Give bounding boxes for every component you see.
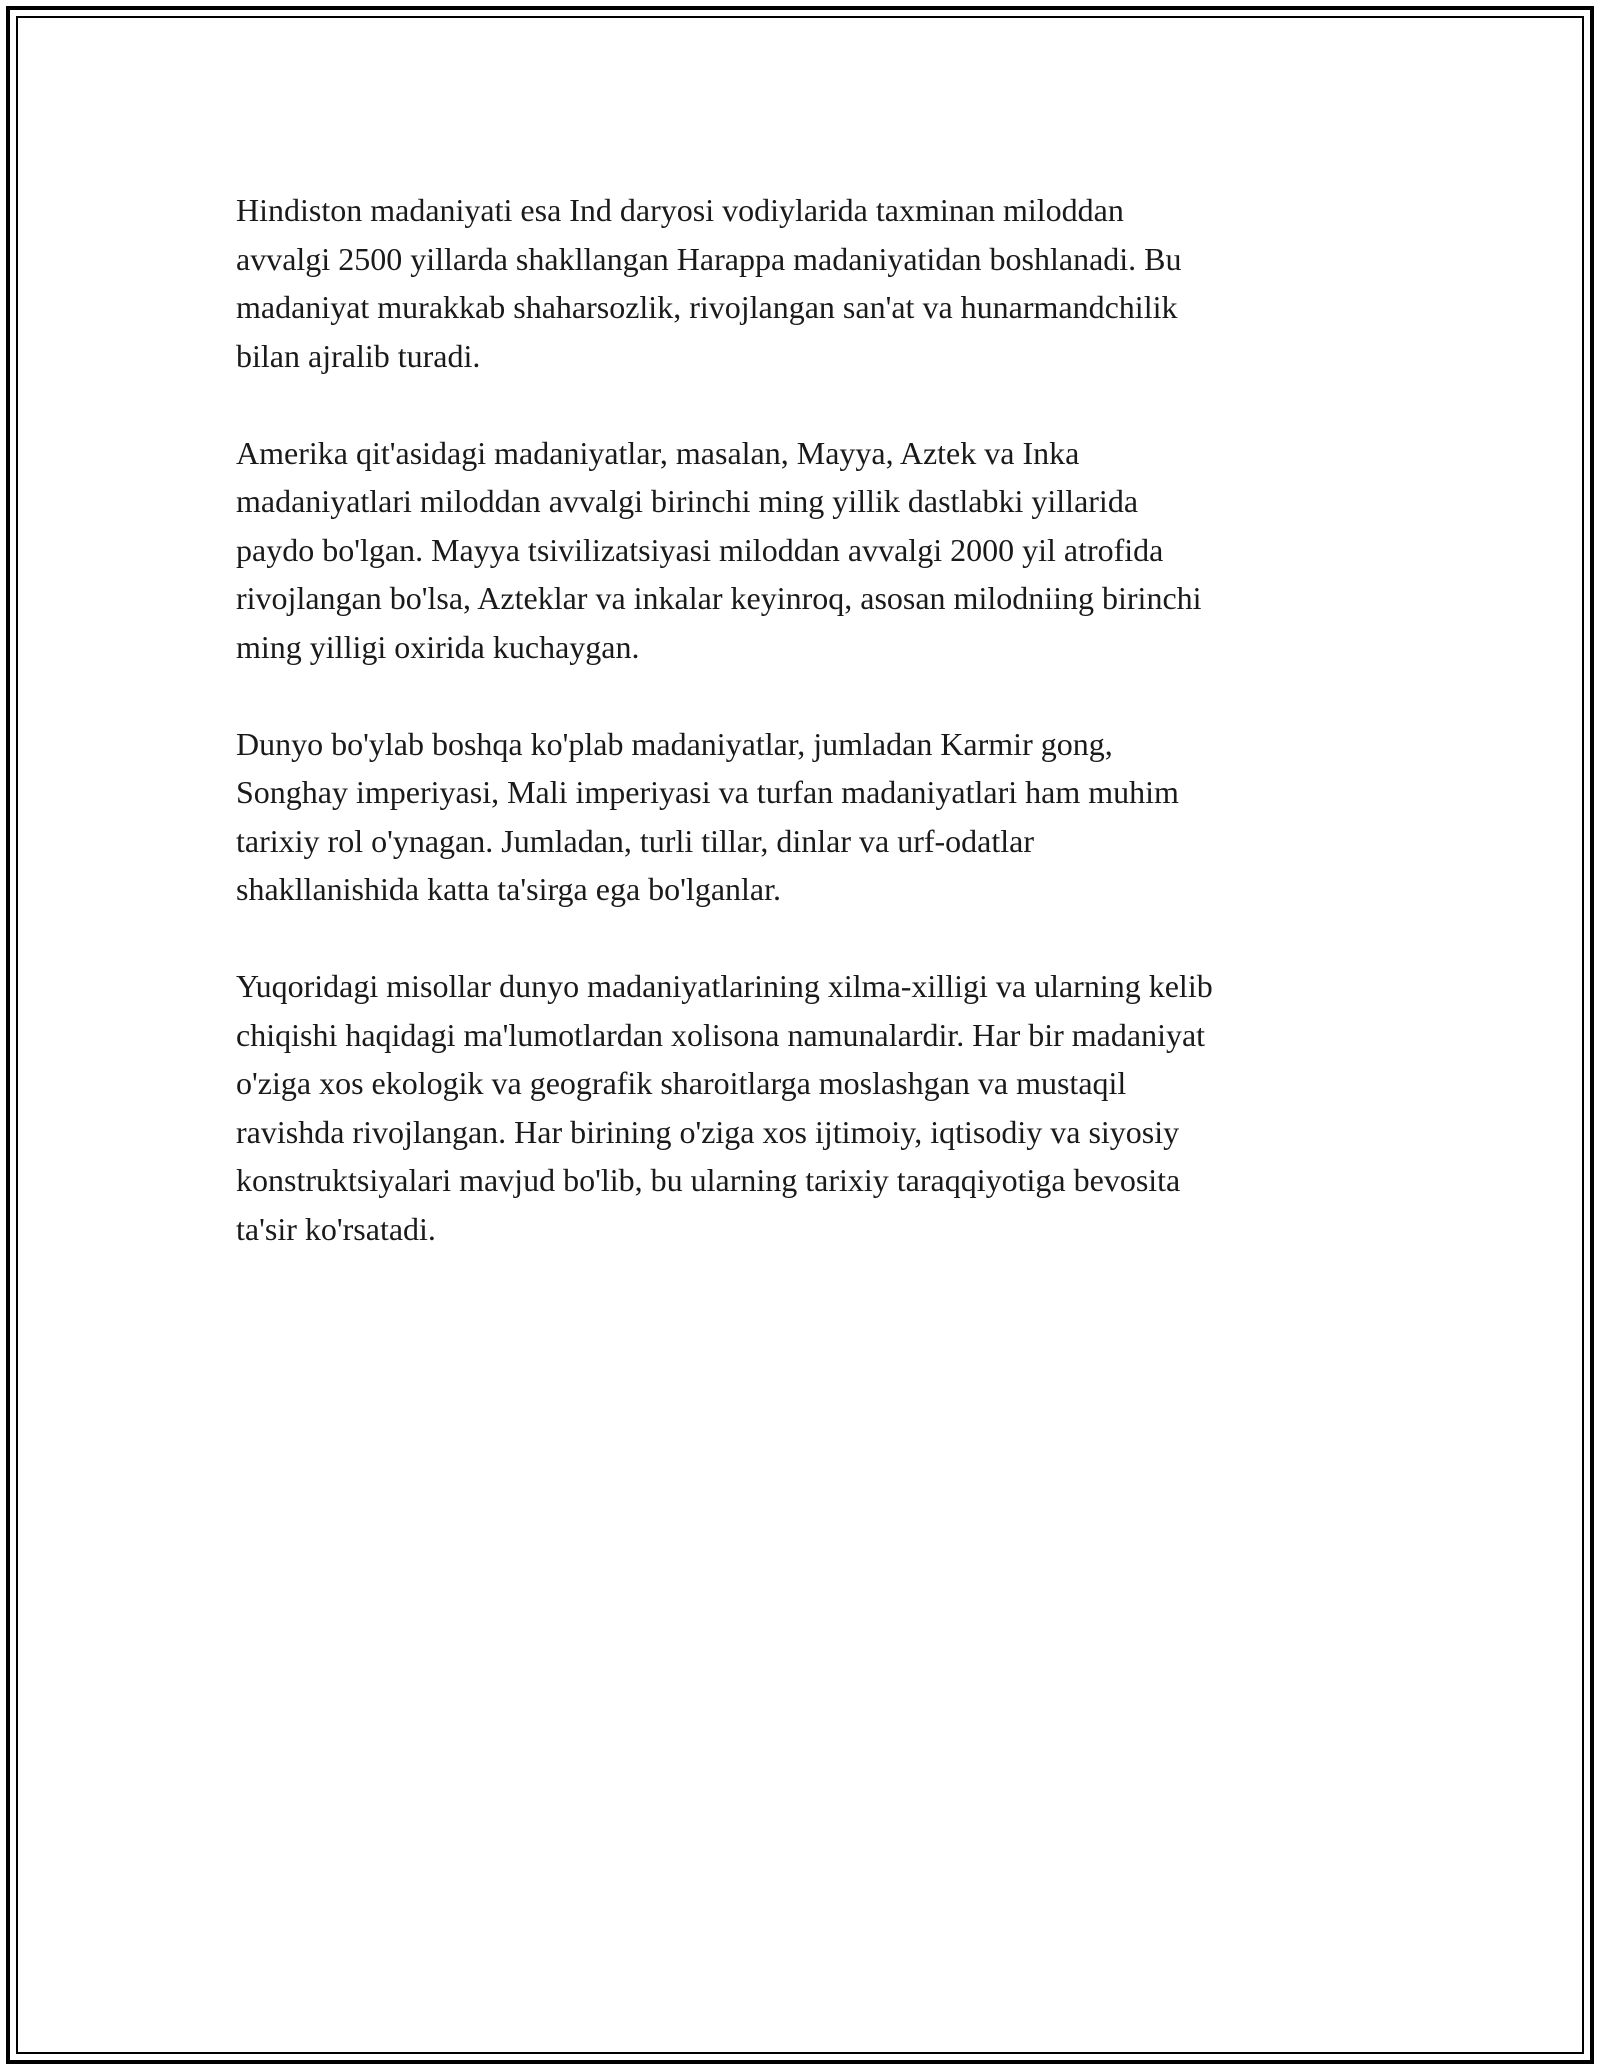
paragraph-line: avvalgi 2500 yillarda shakllangan Harappa madaniyatidan boshlanadi. Bu [236, 240, 1182, 277]
paragraph-line: madaniyat murakkab shaharsozlik, rivojlangan san'at va hunarmandchilik [236, 289, 1178, 325]
paragraph-line: o'ziga xos ekologik va geografik sharoitlarga moslashgan va mustaqil [236, 1065, 1127, 1101]
paragraph-line: ming yilligi oxirida kuchaygan. [236, 628, 640, 665]
paragraph-line: shakllanishida katta ta'sirga ega bo'lganlar. [236, 871, 781, 907]
paragraph-1 [236, 186, 1366, 380]
paragraph-line: Yuqoridagi misollar dunyo madaniyatlarining xilma-xilligi va ularning kelib [236, 968, 1213, 1004]
paragraph-line: konstruktsiyalari mavjud bo'lib, bu ularning tarixiy taraqqiyotiga bevosita [236, 1162, 1181, 1198]
paragraph-line: Dunyo bo'ylab boshqa ko'plab madaniyatlar, jumladan Karmir gong, [236, 725, 1113, 762]
paragraph-line: paydo bo'lgan. Mayya tsivilizatsiyasi miloddan avvalgi 2000 yil atrofida [236, 531, 1164, 568]
paragraph-2 [236, 429, 1366, 672]
paragraph-line: bilan ajralib turadi. [236, 337, 481, 374]
paragraph-line: Amerika qit'asidagi madaniyatlar, masalan, Mayya, Aztek va Inka [236, 434, 1080, 471]
paragraph-line: tarixiy rol o'ynagan. Jumladan, turli tillar, dinlar va urf-odatlar [236, 822, 1035, 859]
paragraph-line: chiqishi haqidagi ma'lumotlardan xolisona namunalardir. Har bir madaniyat [236, 1016, 1206, 1053]
paragraph-line: Hindiston madaniyati esa Ind daryosi vodiylarida taxminan miloddan [236, 192, 1124, 228]
paragraph-3 [236, 720, 1366, 914]
paragraph-line: ta'sir ko'rsatadi. [236, 1210, 436, 1247]
paragraph-line: Songhay imperiyasi, Mali imperiyasi va turfan madaniyatlari ham muhim [236, 774, 1179, 810]
document-body [236, 186, 1366, 1302]
paragraph-line: ravishda rivojlangan. Har birining o'ziga xos ijtimoiy, iqtisodiy va siyosiy [236, 1113, 1180, 1150]
paragraph-line: madaniyatlari miloddan avvalgi birinchi ming yillik dastlabki yillarida [236, 483, 1139, 519]
paragraph-line: rivojlangan bo'lsa, Azteklar va inkalar keyinroq, asosan milodniing birinchi [236, 580, 1202, 616]
paragraph-4 [236, 962, 1366, 1253]
